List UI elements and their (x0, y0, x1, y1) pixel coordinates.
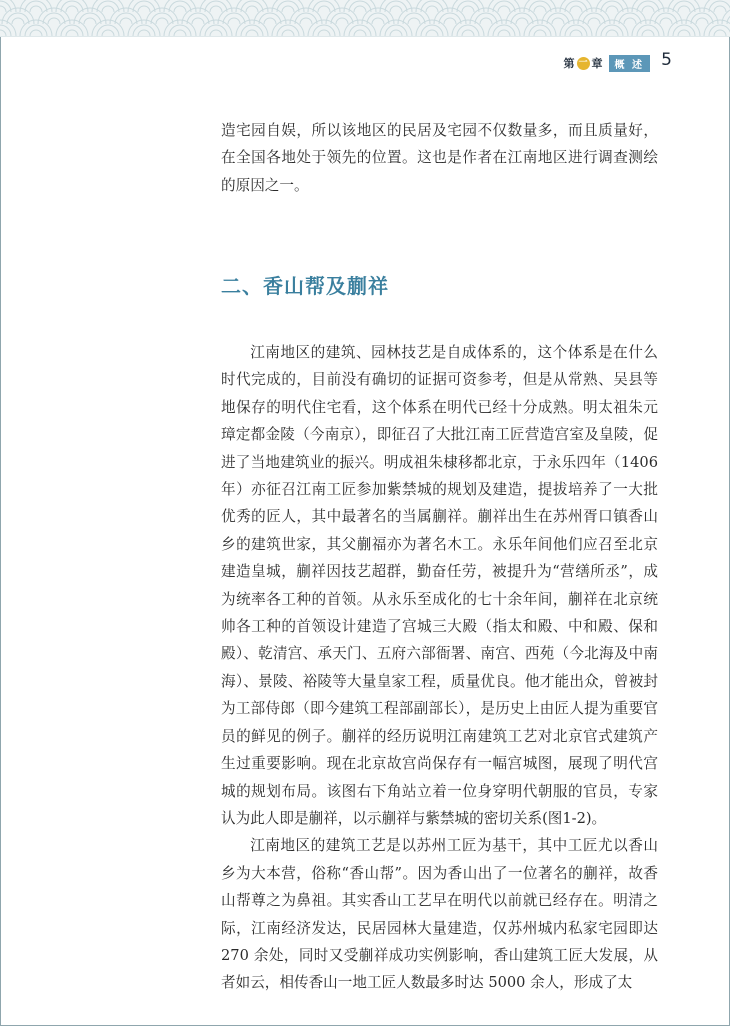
wave-arc (462, 30, 474, 36)
intro-paragraph-block (221, 117, 658, 199)
wave-arc (66, 30, 78, 36)
wave-arc (354, 30, 366, 36)
wave-arc (318, 6, 330, 12)
wave-arc (534, 30, 546, 36)
wave-arc (678, 6, 690, 12)
wave-arc (714, 6, 726, 12)
wave-arc (408, 18, 420, 24)
wave-arc (138, 6, 150, 12)
wave-arc (318, 30, 330, 36)
wave-arc (12, 18, 24, 24)
wave-arc (30, 6, 42, 12)
wave-arc (696, 18, 708, 24)
wave-arc (390, 30, 402, 36)
intro-paragraph: 造宅园自娱，所以该地区的民居及宅园不仅数量多，而且质量好，在全国各地处于领先的位置。这也是作者在江南地区进行调查测绘的原因之一。 (221, 122, 658, 194)
page-number: 5 (661, 50, 672, 70)
wave-arc (570, 6, 582, 12)
section-heading: 二、香山帮及蒯祥 (221, 274, 389, 298)
wave-arc (354, 6, 366, 12)
wave-arc (480, 18, 492, 24)
wave-arc (30, 30, 42, 36)
wave-arc (210, 30, 222, 36)
wave-arc (714, 30, 726, 36)
wave-arc (210, 6, 222, 12)
wave-arc (84, 18, 96, 24)
wave-arc (120, 18, 132, 24)
wave-arc (516, 18, 528, 24)
wave-arc (336, 18, 348, 24)
wave-arc (0, 30, 6, 36)
wave-arc (552, 18, 564, 24)
body-paragraph: 江南地区的建筑、园林技艺是自成体系的，这个体系是在什么时代完成的，目前没有确切的证据可资参考，但是从常熟、吴县等地保存的明代住宅看，这个体系在明代已经十分成熟。明太祖朱元璋定都金陵（今南京），即征召了大批江南工匠营造宫室及皇陵，促进了当地建筑业的振兴。明成祖朱棣移都北京，于永乐四年（1406年）亦征召江南工匠参加紫禁城的规划及建造，提拔培养了一大批优秀的匠人，其中最著名的当属蒯祥。蒯祥出生在苏州胥口镇香山乡的建筑世家，其父蒯福亦为著名木工。永乐年间他们应召至北京建造皇城，蒯祥因技艺超群，勤奋任劳，被提升为“营缮所丞”，成为统率各工种的首领。从永乐至成化的七十余年间，蒯祥在北京统帅各工种的首领设计建造了宫城三大殿（指太和殿、中和殿、保和殿）、乾清宫、承天门、五府六部衙署、南宫、西苑（今北海及中南海）、景陵、裕陵等大量皇家工程，质量优良。他才能出众，曾被封为工部侍郎（即今建筑工程部副部长），是历史上由匠人提为重要官员的鲜见的例子。蒯祥的经历说明江南建筑工艺对北京官式建筑产生过重要影响。现在北京故宫尚保存有一幅宫城图，展现了明代宫城的规划布局。该图右下角站立着一位身穿明代朝服的官员，专家认为此人即是蒯祥，以示蒯祥与紫禁城的密切关系(图1-2)。 (221, 344, 658, 827)
wave-arc (156, 18, 168, 24)
wave-arc (534, 6, 546, 12)
wave-arc (282, 6, 294, 12)
wave-arc (426, 30, 438, 36)
body-paragraph: 江南地区的建筑工艺是以苏州工匠为基干，其中工匠尤以香山乡为大本营，俗称“香山帮”。因为香山出了一位著名的蒯祥，故香山帮尊之为鼻祖。其实香山工艺早在明代以前就已经存在。明清之际，江南经济发达，民居园林大量建造，仅苏州城内私家宅园即达 270 余处，同时又受蒯祥成功实例影响，香山建筑工匠大发展，从者如云，相传香山一地工匠人数最多时达 5000 余人，形成了太 (221, 837, 658, 992)
wave-arc (174, 6, 186, 12)
chapter-suffix: 章 (591, 57, 603, 70)
wave-arc (246, 30, 258, 36)
wave-arc (228, 18, 240, 24)
wave-arc (570, 30, 582, 36)
wave-arc (660, 18, 672, 24)
wave-arc (588, 18, 600, 24)
wave-arc (426, 6, 438, 12)
chapter-title-tag: 概 述 (609, 55, 650, 72)
body-text-block (221, 339, 658, 997)
wave-arc (282, 30, 294, 36)
decorative-wave-band (0, 0, 730, 37)
wave-arc (48, 18, 60, 24)
wave-arc (624, 18, 636, 24)
wave-arc (79, 13, 101, 24)
wave-arc (498, 30, 510, 36)
wave-arc (264, 18, 276, 24)
wave-arc (138, 30, 150, 36)
wave-arc (246, 6, 258, 12)
wave-arc (642, 6, 654, 12)
wave-arc (390, 6, 402, 12)
chapter-number-badge: 一 (578, 57, 588, 68)
wave-arc (66, 6, 78, 12)
wave-arc (169, 25, 191, 36)
wave-arc (174, 30, 186, 36)
chapter-prefix: 第 (563, 57, 575, 70)
wave-arc (642, 30, 654, 36)
running-header (564, 54, 650, 72)
wave-arc (349, 1, 371, 12)
wave-arc (444, 18, 456, 24)
wave-arc (102, 6, 114, 12)
wave-arc (300, 18, 312, 24)
wave-arc (606, 30, 618, 36)
wave-arc (0, 6, 6, 12)
wave-arc (102, 30, 114, 36)
wave-arc (349, 25, 371, 36)
wave-arc (372, 18, 384, 24)
wave-arc (678, 30, 690, 36)
wave-arc (606, 6, 618, 12)
wave-arc (192, 18, 204, 24)
wave-arc (462, 6, 474, 12)
wave-arc (498, 6, 510, 12)
wave-arc (169, 1, 191, 12)
